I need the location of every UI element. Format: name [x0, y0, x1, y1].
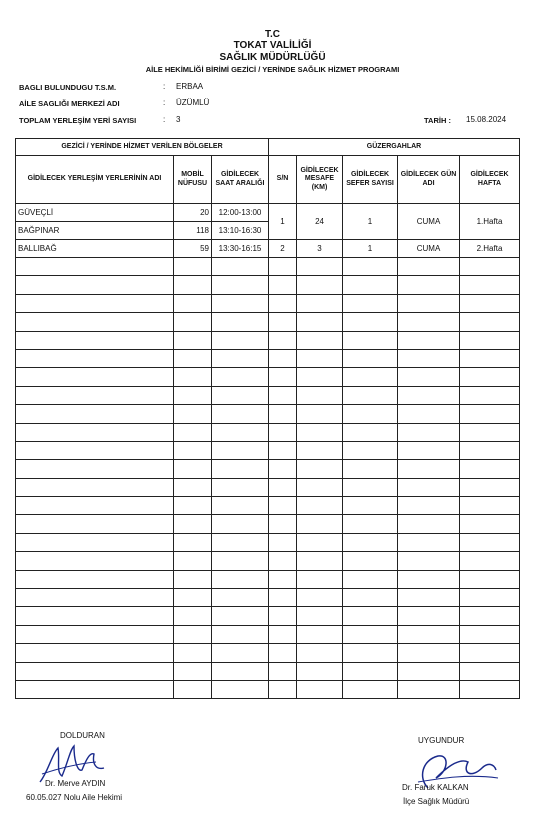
empty-cell: [398, 349, 460, 367]
empty-cell: [16, 441, 174, 459]
col-header-time: GİDİLECEK SAAT ARALIĞI: [212, 156, 269, 204]
empty-cell: [16, 349, 174, 367]
empty-cell: [343, 570, 398, 588]
empty-cell: [398, 680, 460, 698]
empty-cell: [398, 276, 460, 294]
empty-cell: [343, 258, 398, 276]
empty-cell: [343, 294, 398, 312]
empty-cell: [174, 644, 212, 662]
empty-cell: [460, 533, 520, 551]
empty-row: [16, 258, 520, 276]
empty-cell: [269, 349, 297, 367]
empty-cell: [16, 478, 174, 496]
empty-cell: [297, 644, 343, 662]
empty-cell: [174, 349, 212, 367]
empty-cell: [269, 368, 297, 386]
place-population: 118: [174, 222, 212, 240]
date-value: 15.08.2024: [466, 115, 507, 124]
empty-cell: [460, 680, 520, 698]
place-time: 13:30-16:15: [212, 240, 269, 258]
empty-cell: [16, 515, 174, 533]
empty-cell: [343, 460, 398, 478]
empty-cell: [212, 441, 269, 459]
col-header-day: GİDİLECEK GÜN ADI: [398, 156, 460, 204]
approved-name: Dr. Faruk KALKAN: [402, 783, 469, 792]
empty-cell: [398, 478, 460, 496]
route-day: CUMA: [398, 204, 460, 240]
empty-cell: [269, 460, 297, 478]
empty-cell: [398, 515, 460, 533]
empty-cell: [398, 460, 460, 478]
empty-cell: [343, 662, 398, 680]
empty-cell: [212, 570, 269, 588]
empty-cell: [297, 662, 343, 680]
route-day: CUMA: [398, 240, 460, 258]
empty-cell: [269, 423, 297, 441]
empty-cell: [212, 423, 269, 441]
col-header-place: GİDİLECEK YERLEŞİM YERLERİNİN ADI: [16, 156, 174, 204]
empty-row: [16, 331, 520, 349]
count-sep: :: [163, 115, 166, 124]
empty-cell: [174, 258, 212, 276]
empty-cell: [174, 570, 212, 588]
empty-cell: [398, 570, 460, 588]
place-name: GÜVEÇLİ: [16, 204, 174, 222]
empty-cell: [297, 405, 343, 423]
empty-cell: [297, 294, 343, 312]
empty-cell: [297, 386, 343, 404]
empty-cell: [269, 258, 297, 276]
empty-cell: [460, 405, 520, 423]
empty-row: [16, 644, 520, 662]
empty-cell: [174, 460, 212, 478]
empty-cell: [212, 607, 269, 625]
empty-cell: [460, 552, 520, 570]
empty-cell: [212, 368, 269, 386]
empty-row: [16, 570, 520, 588]
empty-cell: [398, 258, 460, 276]
empty-cell: [460, 276, 520, 294]
empty-cell: [398, 441, 460, 459]
col-header-week: GİDİLECEK HAFTA: [460, 156, 520, 204]
empty-cell: [343, 386, 398, 404]
empty-cell: [269, 386, 297, 404]
empty-cell: [343, 515, 398, 533]
empty-cell: [343, 349, 398, 367]
tsm-value: ERBAA: [176, 82, 204, 91]
route-distance: 24: [297, 204, 343, 240]
empty-row: [16, 478, 520, 496]
empty-cell: [212, 405, 269, 423]
empty-cell: [297, 625, 343, 643]
empty-cell: [174, 386, 212, 404]
empty-row: [16, 460, 520, 478]
filled-by-role: 60.05.027 Nolu Aile Hekimi: [26, 793, 123, 802]
empty-cell: [174, 313, 212, 331]
empty-cell: [212, 294, 269, 312]
empty-cell: [398, 386, 460, 404]
approved-role: İlçe Sağlık Müdürü: [403, 797, 470, 806]
empty-cell: [343, 368, 398, 386]
empty-cell: [398, 552, 460, 570]
empty-cell: [16, 423, 174, 441]
empty-cell: [297, 607, 343, 625]
empty-cell: [460, 368, 520, 386]
place-population: 59: [174, 240, 212, 258]
empty-cell: [398, 368, 460, 386]
empty-cell: [174, 368, 212, 386]
route-trips: 1: [343, 240, 398, 258]
empty-cell: [343, 497, 398, 515]
empty-cell: [16, 625, 174, 643]
empty-cell: [16, 331, 174, 349]
empty-cell: [212, 533, 269, 551]
approved-title: UYGUNDUR: [418, 736, 465, 745]
page-title: AİLE HEKİMLİĞİ BİRİMİ GEZİCİ / YERİNDE SAĞLIK HİZMET PROGRAMI: [145, 65, 400, 74]
empty-cell: [343, 423, 398, 441]
place-name: BAĞPINAR: [16, 222, 174, 240]
empty-cell: [398, 423, 460, 441]
date-label: TARİH :: [424, 116, 451, 125]
empty-cell: [16, 386, 174, 404]
empty-cell: [343, 331, 398, 349]
empty-cell: [460, 644, 520, 662]
empty-cell: [174, 441, 212, 459]
place-time: 12:00-13:00: [212, 204, 269, 222]
empty-cell: [212, 313, 269, 331]
header-governorship: TOKAT VALİLİĞİ: [233, 40, 312, 51]
empty-cell: [297, 589, 343, 607]
empty-cell: [16, 552, 174, 570]
empty-row: [16, 349, 520, 367]
empty-cell: [460, 570, 520, 588]
empty-cell: [460, 460, 520, 478]
empty-cell: [212, 625, 269, 643]
empty-cell: [460, 441, 520, 459]
program-table: [15, 138, 520, 699]
empty-cell: [398, 662, 460, 680]
empty-cell: [212, 552, 269, 570]
empty-cell: [297, 497, 343, 515]
empty-cell: [343, 478, 398, 496]
empty-cell: [297, 331, 343, 349]
empty-cell: [212, 662, 269, 680]
filled-by-name: Dr. Merve AYDIN: [45, 779, 106, 788]
empty-row: [16, 680, 520, 698]
empty-cell: [269, 276, 297, 294]
empty-cell: [16, 570, 174, 588]
empty-cell: [16, 497, 174, 515]
empty-row: [16, 294, 520, 312]
route-trips: 1: [343, 204, 398, 240]
col-header-distance: GİDİLECEK MESAFE (KM): [297, 156, 343, 204]
empty-cell: [174, 607, 212, 625]
empty-cell: [460, 423, 520, 441]
col-header-population: MOBİL NÜFUSU: [174, 156, 212, 204]
empty-cell: [174, 423, 212, 441]
tsm-sep: :: [163, 82, 166, 91]
empty-cell: [398, 589, 460, 607]
empty-cell: [269, 441, 297, 459]
empty-cell: [269, 607, 297, 625]
empty-row: [16, 552, 520, 570]
center-value: ÜZÜMLÜ: [176, 98, 210, 107]
empty-row: [16, 533, 520, 551]
empty-cell: [174, 478, 212, 496]
empty-cell: [174, 276, 212, 294]
empty-cell: [343, 625, 398, 643]
empty-cell: [16, 405, 174, 423]
empty-cell: [297, 441, 343, 459]
empty-cell: [297, 533, 343, 551]
empty-cell: [460, 589, 520, 607]
empty-cell: [460, 515, 520, 533]
empty-cell: [297, 423, 343, 441]
empty-row: [16, 607, 520, 625]
group-header-regions: GEZİCİ / YERİNDE HİZMET VERİLEN BÖLGELER: [16, 139, 269, 156]
empty-cell: [297, 478, 343, 496]
empty-cell: [212, 386, 269, 404]
empty-cell: [16, 589, 174, 607]
empty-cell: [269, 662, 297, 680]
empty-cell: [343, 644, 398, 662]
tsm-label: BAGLI BULUNDUGU T.S.M.: [19, 83, 117, 92]
empty-cell: [460, 497, 520, 515]
empty-cell: [460, 478, 520, 496]
empty-cell: [343, 405, 398, 423]
col-header-sn: S/N: [269, 156, 297, 204]
empty-cell: [269, 497, 297, 515]
empty-cell: [269, 644, 297, 662]
empty-cell: [212, 680, 269, 698]
empty-cell: [212, 331, 269, 349]
empty-cell: [16, 258, 174, 276]
empty-cell: [460, 294, 520, 312]
empty-cell: [174, 625, 212, 643]
col-header-trips: GİDİLECEK SEFER SAYISI: [343, 156, 398, 204]
route-sn: 2: [269, 240, 297, 258]
empty-cell: [269, 625, 297, 643]
empty-cell: [212, 589, 269, 607]
empty-cell: [460, 386, 520, 404]
empty-cell: [16, 680, 174, 698]
empty-cell: [269, 331, 297, 349]
group-header-routes: GÜZERGAHLAR: [269, 139, 520, 156]
empty-cell: [297, 276, 343, 294]
empty-cell: [343, 441, 398, 459]
empty-cell: [398, 625, 460, 643]
table-row: [16, 240, 520, 258]
empty-cell: [269, 515, 297, 533]
route-distance: 3: [297, 240, 343, 258]
empty-cell: [174, 331, 212, 349]
count-value: 3: [176, 115, 181, 124]
empty-cell: [460, 258, 520, 276]
center-label: AİLE SAGLIĞI MERKEZİ ADI: [19, 99, 120, 108]
empty-row: [16, 441, 520, 459]
empty-cell: [212, 515, 269, 533]
empty-cell: [174, 533, 212, 551]
empty-cell: [174, 662, 212, 680]
empty-cell: [212, 497, 269, 515]
center-sep: :: [163, 98, 166, 107]
empty-cell: [343, 607, 398, 625]
empty-row: [16, 589, 520, 607]
empty-cell: [174, 405, 212, 423]
empty-cell: [297, 570, 343, 588]
empty-cell: [343, 533, 398, 551]
route-week: 2.Hafta: [460, 240, 520, 258]
place-time: 13:10-16:30: [212, 222, 269, 240]
empty-cell: [343, 313, 398, 331]
empty-cell: [297, 258, 343, 276]
count-label: TOPLAM YERLEŞİM YERİ SAYISI: [19, 116, 137, 125]
empty-cell: [269, 552, 297, 570]
empty-cell: [212, 460, 269, 478]
place-population: 20: [174, 204, 212, 222]
empty-cell: [460, 607, 520, 625]
table-row: [16, 204, 520, 222]
empty-cell: [398, 405, 460, 423]
empty-cell: [174, 552, 212, 570]
empty-cell: [297, 313, 343, 331]
empty-cell: [398, 644, 460, 662]
empty-cell: [212, 349, 269, 367]
empty-cell: [460, 313, 520, 331]
empty-cell: [269, 589, 297, 607]
signature-right: [398, 748, 508, 800]
empty-cell: [16, 368, 174, 386]
empty-cell: [460, 349, 520, 367]
empty-row: [16, 423, 520, 441]
empty-cell: [343, 680, 398, 698]
empty-cell: [297, 349, 343, 367]
empty-cell: [343, 276, 398, 294]
empty-cell: [212, 276, 269, 294]
empty-cell: [16, 313, 174, 331]
empty-cell: [343, 589, 398, 607]
empty-row: [16, 276, 520, 294]
empty-row: [16, 625, 520, 643]
empty-cell: [269, 533, 297, 551]
empty-cell: [269, 313, 297, 331]
empty-row: [16, 515, 520, 533]
empty-cell: [174, 589, 212, 607]
empty-cell: [269, 570, 297, 588]
empty-cell: [297, 515, 343, 533]
empty-cell: [297, 680, 343, 698]
header-tc: T.C: [265, 29, 280, 40]
empty-cell: [269, 680, 297, 698]
empty-cell: [16, 644, 174, 662]
empty-cell: [174, 680, 212, 698]
empty-cell: [16, 294, 174, 312]
empty-cell: [212, 478, 269, 496]
empty-cell: [16, 607, 174, 625]
empty-cell: [460, 625, 520, 643]
empty-cell: [16, 276, 174, 294]
empty-row: [16, 386, 520, 404]
empty-cell: [297, 368, 343, 386]
empty-cell: [16, 662, 174, 680]
empty-row: [16, 368, 520, 386]
empty-cell: [212, 644, 269, 662]
route-week: 1.Hafta: [460, 204, 520, 240]
empty-cell: [398, 497, 460, 515]
empty-cell: [460, 331, 520, 349]
empty-cell: [174, 515, 212, 533]
empty-cell: [398, 533, 460, 551]
empty-cell: [212, 258, 269, 276]
empty-row: [16, 313, 520, 331]
empty-cell: [269, 294, 297, 312]
empty-cell: [174, 294, 212, 312]
filled-by-title: DOLDURAN: [60, 731, 105, 740]
route-sn: 1: [269, 204, 297, 240]
empty-cell: [297, 460, 343, 478]
empty-row: [16, 497, 520, 515]
empty-cell: [460, 662, 520, 680]
empty-cell: [16, 460, 174, 478]
place-name: BALLIBAĞ: [16, 240, 174, 258]
empty-cell: [16, 533, 174, 551]
empty-cell: [398, 331, 460, 349]
empty-cell: [297, 552, 343, 570]
empty-row: [16, 662, 520, 680]
empty-row: [16, 405, 520, 423]
empty-cell: [398, 607, 460, 625]
empty-cell: [398, 294, 460, 312]
empty-cell: [269, 405, 297, 423]
empty-cell: [269, 478, 297, 496]
header-directorate: SAĞLIK MÜDÜRLÜĞÜ: [219, 52, 326, 63]
empty-cell: [398, 313, 460, 331]
empty-cell: [343, 552, 398, 570]
empty-cell: [174, 497, 212, 515]
